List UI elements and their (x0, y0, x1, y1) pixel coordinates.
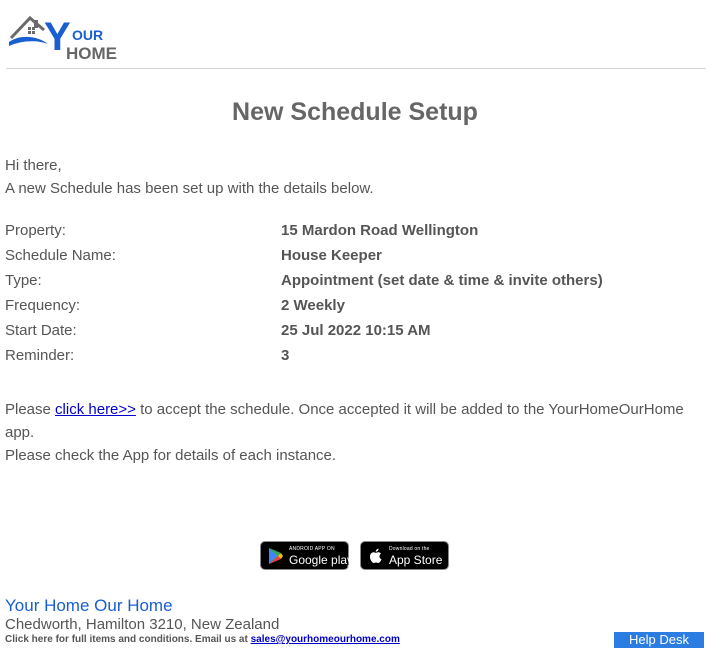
detail-value: House Keeper (281, 247, 382, 264)
apple-icon (367, 547, 385, 565)
detail-row-reminder (5, 347, 705, 372)
detail-row-schedule-name (5, 247, 705, 272)
svg-text:Y: Y (44, 15, 71, 59)
check-app-text: Please check the App for details of each instance. (5, 447, 337, 464)
detail-value: 2 Weekly (281, 297, 345, 314)
greeting: Hi there, (5, 157, 62, 174)
sales-email-link[interactable]: sales@yourhomeourhome.com (250, 634, 400, 645)
footer-note-text[interactable]: Click here for full items and conditions. Email us at (5, 634, 251, 645)
apple-badge-small-text: Download on the (389, 546, 430, 552)
greeting-block (5, 154, 374, 200)
accept-text (5, 398, 710, 444)
accept-schedule-link[interactable]: click here>> (55, 401, 136, 418)
detail-row-frequency (5, 297, 705, 322)
header-divider (6, 68, 706, 69)
detail-label: Property: (5, 222, 66, 239)
accept-prefix: Please (5, 401, 56, 418)
accept-paragraph (5, 398, 710, 467)
detail-label: Type: (5, 272, 42, 289)
detail-row-start-date (5, 322, 705, 347)
email-header (0, 0, 716, 70)
svg-text:OUR: OUR (72, 27, 104, 43)
google-play-badge[interactable] (260, 541, 354, 570)
detail-row-property (5, 222, 705, 247)
company-address: Chedworth, Hamilton 3210, New Zealand (5, 616, 280, 633)
detail-row-type (5, 272, 705, 297)
detail-value: 15 Mardon Road Wellington (281, 222, 479, 239)
company-name: Your Home Our Home (5, 596, 173, 615)
google-badge-big-text: Google play (289, 553, 354, 567)
detail-value: 3 (281, 347, 290, 364)
detail-label: Reminder: (5, 347, 75, 364)
detail-label: Schedule Name: (5, 247, 116, 264)
google-badge-small-text: ANDROID APP ON (289, 546, 335, 552)
detail-value: Appointment (set date & time & invite others) (281, 272, 603, 289)
detail-label: Frequency: (5, 297, 81, 314)
apple-badge-big-text: App Store (389, 553, 443, 567)
intro-text: A new Schedule has been set up with the details below. (5, 180, 374, 197)
app-store-badge[interactable] (360, 541, 449, 570)
google-play-icon (267, 547, 285, 565)
schedule-details (5, 222, 705, 372)
svg-text:HOME: HOME (66, 44, 117, 63)
house-icon (8, 10, 123, 66)
accept-suffix: to accept the schedule. Once accepted it will be added to the YourHomeOurHome app. (5, 401, 684, 441)
detail-value: 25 Jul 2022 10:15 AM (281, 322, 431, 339)
detail-label: Start Date: (5, 322, 77, 339)
email-title: New Schedule Setup (232, 98, 478, 126)
your-home-logo[interactable] (8, 10, 123, 66)
help-desk-button[interactable]: Help Desk (614, 632, 704, 648)
footer-note (5, 634, 400, 645)
